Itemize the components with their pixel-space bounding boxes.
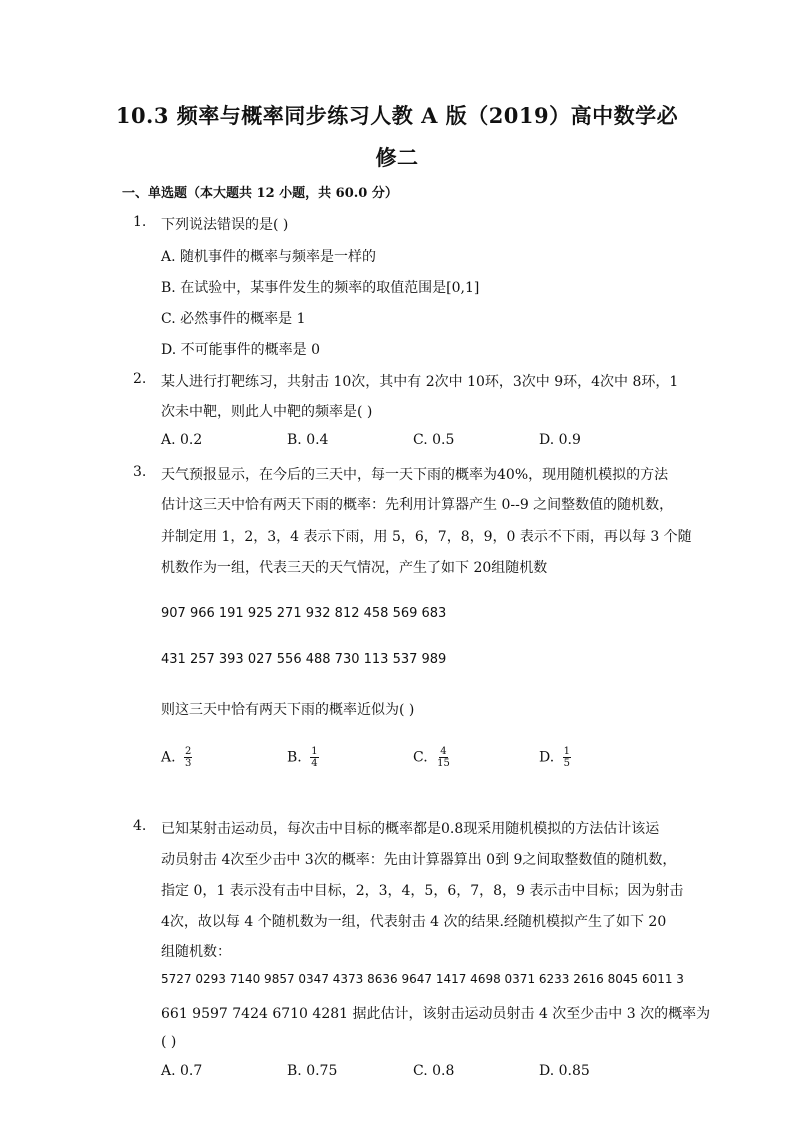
fraction (436, 746, 451, 769)
question-4-option-b[interactable]: B. 0.75 (287, 1063, 338, 1079)
question-2-option-a[interactable]: A. 0.2 (161, 432, 203, 448)
document-title-line-2: 修二 (375, 145, 419, 170)
question-4-stem-line-8: ( ) (161, 1034, 177, 1050)
question-4-option-a[interactable]: A. 0.7 (161, 1063, 203, 1079)
question-4-option-c[interactable]: C. 0.8 (413, 1063, 455, 1079)
question-2-number: 2. (133, 371, 147, 387)
question-3-stem-line-2: 估计这三天中恰有两天下雨的概率：先利用计算器产生 0--9 之间整数值的随机数， (161, 497, 674, 513)
fraction-numerator: 2 (185, 746, 192, 757)
question-4-option-d[interactable]: D. 0.85 (539, 1063, 590, 1079)
question-3-option-d[interactable] (539, 746, 571, 769)
fraction (184, 746, 192, 769)
question-2-option-d[interactable]: D. 0.9 (539, 432, 581, 448)
question-2-stem-line-2: 次未中靶，则此人中靶的频率是( ) (161, 404, 373, 420)
question-1-option-a[interactable]: A. 随机事件的概率与频率是一样的 (161, 249, 377, 265)
question-3-stem-line-3: 并制定用 1，2，3，4 表示下雨，用 5，6，7，8，9，0 表示不下雨，再以每 3 个随 (161, 529, 692, 545)
question-4-stem-line-2: 动员射击 4次至少击中 3次的概率：先由计算器算出 0到 9之间取整数值的随机数， (161, 852, 677, 868)
section-header: 一、单选题（本大题共 12 小题，共 60.0 分） (122, 186, 398, 201)
question-2-option-b[interactable]: B. 0.4 (287, 432, 329, 448)
fraction-numerator: 1 (311, 746, 318, 757)
option-label: B. (287, 749, 302, 766)
question-2-stem-line-1: 某人进行打靶练习，共射击 10次，其中有 2次中 10环，3次中 9环，4次中 8环，1 (161, 374, 679, 390)
question-1-number: 1. (133, 214, 147, 230)
question-4-stem-line-5: 组随机数： (161, 944, 231, 960)
question-3-option-b[interactable] (287, 746, 319, 769)
fraction (563, 746, 571, 769)
question-4-data-row: 5727 0293 7140 9857 0347 4373 8636 9647 1417 4698 0371 6233 2616 8045 6011 3 (161, 972, 684, 986)
question-1-option-b[interactable]: B. 在试验中，某事件发生的频率的取值范围是[0,1] (161, 280, 480, 296)
question-4-stem-line-4: 4次，故以每 4 个随机数为一组，代表射击 4 次的结果.经随机模拟产生了如下 20 (161, 914, 667, 930)
question-3-number: 3. (133, 464, 147, 480)
question-2-option-c[interactable]: C. 0.5 (413, 432, 455, 448)
question-1-option-c[interactable]: C. 必然事件的概率是 1 (161, 311, 306, 327)
question-3-data-row-1: 907 966 191 925 271 932 812 458 569 683 (161, 606, 447, 621)
question-4-stem-line-1: 已知某射击运动员，每次击中目标的概率都是0.8现采用随机模拟的方法估计该运 (161, 821, 660, 837)
question-1-stem: 下列说法错误的是( ) (161, 217, 289, 233)
question-4-stem-line-3: 指定 0，1 表示没有击中目标，2，3，4，5，6，7，8，9 表示击中目标；因为射击 (161, 883, 684, 899)
fraction-denominator: 15 (437, 758, 450, 769)
option-label: D. (539, 749, 555, 766)
question-3-stem-line-4: 机数作为一组，代表三天的天气情况，产生了如下 20组随机数 (161, 560, 548, 576)
question-3-option-a[interactable] (161, 746, 192, 769)
fraction-denominator: 3 (185, 758, 192, 769)
fraction-denominator: 5 (563, 758, 571, 769)
fraction-denominator: 4 (311, 758, 318, 769)
question-3-ask: 则这三天中恰有两天下雨的概率近似为( ) (161, 702, 415, 718)
question-4-stem-line-7: 661 9597 7424 6710 4281 据此估计，该射击运动员射击 4 次至少击中 3 次的概率为 (161, 1006, 711, 1022)
fraction-numerator: 4 (440, 746, 447, 757)
question-4-number: 4. (133, 818, 147, 834)
fraction-numerator: 1 (563, 746, 571, 757)
question-3-stem-line-1: 天气预报显示，在今后的三天中，每一天下雨的概率为40%，现用随机模拟的方法 (161, 467, 669, 483)
option-label: C. (413, 749, 428, 766)
question-3-option-c[interactable] (413, 746, 451, 769)
fraction (310, 746, 318, 769)
question-1-option-d[interactable]: D. 不可能事件的概率是 0 (161, 342, 320, 358)
option-label: A. (161, 749, 176, 766)
question-3-data-row-2: 431 257 393 027 556 488 730 113 537 989 (161, 652, 447, 667)
document-title-line-1: 10.3 频率与概率同步练习人教 A 版（2019）高中数学必 (115, 103, 679, 128)
